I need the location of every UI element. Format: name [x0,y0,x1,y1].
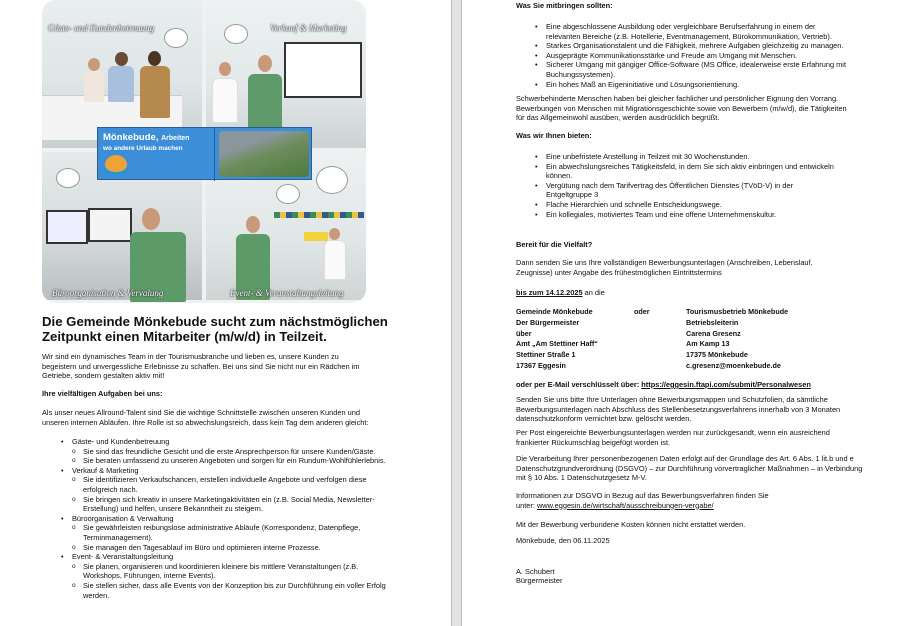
intro-paragraph: Wir sind ein dynamisches Team in der Tourismusbranche und lieben es, unsere Kunden zu begeistern und unvergessliche Erlebnisse zu schaffen. Bei uns sind Sie nicht nur ein Rädchen im Getriebe, sondern gestalten aktiv mit! [42,352,360,381]
signer-name: A. Schubert [516,567,555,576]
lightbulb-icon [224,24,248,44]
page-title: Die Gemeinde Mönkebude sucht zum nächstmöglichen Zeitpunkt einen Mitarbeiter (m/w/d) in Teilzeit. [42,314,388,344]
equality-paragraph: Schwerbehinderte Menschen haben bei gleicher fachlicher und persönlicher Eignung den Vorrang. Bewerbungen von Menschen mit Migrationsgeschichte sowie von Bewerbern (m/w/d), die Tätigkeiten für das Allgemeinwohl ausüben, werden ausdrücklich begrüßt. [516,94,847,123]
tasks-heading: Ihre vielfältigen Aufgaben bei uns: [42,389,163,398]
page-separator [451,0,462,626]
task-item: o Sie beraten umfassend zu unseren Angeboten und sorgen für ein Rundum-Wohlfühlerlebnis. [42,456,392,466]
info-paragraph: Informationen zur DSGVO in Bezug auf das Bewerbungsverfahren finden Sie unter: www.eggesin.de/wirtschaft/ausschreibungen-vergabe/ [516,491,769,510]
task-item: o Sie planen, organisieren und koordinieren kleinere bis mittlere Veranstaltungen (z.B. Workshops, Führungen, interne Events). [42,562,392,581]
task-item: o Sie identifizieren Verkaufschancen, erstellen individuelle Angebote und verfolgen diese erfolgreich nach. [42,475,392,494]
task-item: o Sie sind das freundliche Gesicht und die erste Ansprechperson für unsere Kunden/Gäste. [42,447,392,457]
offers-list [516,152,836,219]
task-category: • Event- & Veranstaltungsleitung o Sie planen, organisieren und koordinieren kleinere bis mittlere Veranstaltungen (z.B. Workshops, Führungen, interne Events). o Sie stellen sicher, dass alle Events von der Konzeption bis zur Durchführung ein voller Erfolg werden. [42,552,392,600]
offer-item: • Flache Hierarchien und schnelle Entscheidungswege. [516,200,836,210]
offer-item: • Ein kollegiales, motiviertes Team und eine offene Unternehmenskultur. [516,210,836,220]
address-tourism-office: Tourismusbetrieb Mönkebude Betriebsleiterin Carena Gresenz Am Kamp 13 17375 Mönkebude c.gresenz@moenkebude.de [686,307,886,372]
signer-role: Bürgermeister [516,576,563,585]
place-date: Mönkebude, den 06.11.2025 [516,536,610,545]
tasks-list [42,437,392,600]
tasks-intro: Als unser neues Allround-Talent sind Sie die wichtige Schnittstelle zwischen unseren Kunden und unseren internen Abläufen. Ihre Rolle ist so abwechslungsreich, dass kein Tag dem anderen gleicht: [42,408,369,427]
document-page-2 [462,0,916,626]
requirements-list [516,22,846,89]
balloons-icon [316,166,348,194]
offer-item: • Ein abwechslungsreiches Tätigkeitsfeld, in dem Sie sich aktiv einbringen und entwickeln können. [516,162,836,181]
submission-link[interactable]: https://eggesin.ftapi.com/submit/Personalwesen [641,380,811,389]
offer-heading: Was wir Ihnen bieten: [516,131,592,140]
photo-sales-marketing: Verkauf & Marketing [206,0,366,148]
task-category: • Büroorganisation & Verwaltung o Sie gewährleisten reibungslose administrative Abläufe (Korrespondenz, Datenpflege, Terminmanagement). o Sie managen den Tagesablauf im Büro und optimieren interne Prozesse. [42,514,392,552]
ready-paragraph: Dann senden Sie uns Ihre vollständigen Bewerbungsunterlagen (Anschreiben, Lebenslauf, Zeugnisse) unter Angabe des frühestmöglichen Eintrittstermins [516,258,813,277]
costs-paragraph: Mit der Bewerbung verbundene Kosten können nicht erstattet werden. [516,520,746,529]
photo-customer-service: Gäste- und Kundenbetreuung [42,0,202,148]
offer-item: • Eine unbefristete Anstellung in Teilzeit mit 30 Wochenstunden. [516,152,836,162]
address-block: Gemeinde Mönkebude Der Bürgermeister über Amt „Am Stettiner Haff“ Stettiner Straße 1 17367 Eggesin oder Tourismusbetrieb Mönkebude Betriebsleiterin Carena Gresenz Am Kamp 13 17375 Mönkebude c.gresenz@moenkebude.de [516,307,886,372]
send-paragraph: Senden Sie uns bitte Ihre Unterlagen ohne Bewerbungsmappen und Schutzfolien, da sämtliche Bewerbungsunterlagen nach Abschluss des Stellenbesetzungsverfahrens innerhalb von 3 Monaten datenschutzkonform vernichtet bzw. gelöscht werden. [516,395,841,424]
address-municipality: Gemeinde Mönkebude Der Bürgermeister über Amt „Am Stettiner Haff“ Stettiner Straße 1 17367 Eggesin [516,307,598,370]
dsgvo-paragraph: Die Verarbeitung Ihrer personenbezogenen Daten erfolgt auf der Grundlage des Art. 6 Abs. 1 lit.b und e Datenschutzgrundverordnung (DSGVO) – zur Durchführung vorvertraglicher Maßnahmen – in Verbindung mit § 10 Abs. 1 Datenschutzgesetz M-V. [516,454,863,483]
task-item: o Sie bringen sich kreativ in unsere Marketingaktivitäten ein (z.B. Social Media, Newsletter-Erstellung) und helfen, unsere Bekanntheit zu steigern. [42,495,392,514]
document-page-1 [0,0,451,626]
deadline: bis zum 14.12.2025 [516,288,583,297]
task-category: • Gäste- und Kundenbetreuung o Sie sind das freundliche Gesicht und die erste Ansprechperson für unsere Kunden/Gäste. o Sie beraten umfassend zu unseren Angeboten und sorgen für ein Rundum-Wohlfühlerlebnis. [42,437,392,466]
task-category: • Verkauf & Marketing o Sie identifizieren Verkaufschancen, erstellen individuelle Angebote und verfolgen diese erfolgreich nach. o Sie bringen sich kreativ in unsere Marketingaktivitäten ein (z.B. Social Media, Newsletter-Erstellung) und helfen, unsere Bekanntheit zu steigern. [42,466,392,514]
email-address[interactable]: c.gresenz@moenkebude.de [686,360,781,370]
aerial-photo [219,131,309,177]
requirement-item: • Sicherer Umgang mit gängiger Office-Software (MS Office, idealerweise erste Erfahrung mit Buchungssystemen). [516,60,846,79]
photo-office-administration: Büroorganisation & Vervalung [42,152,202,300]
dsgvo-info-link[interactable]: www.eggesin.de/wirtschaft/ausschreibungen-vergabe/ [536,500,714,510]
requirement-item: • Eine abgeschlossene Ausbildung oder vergleichbare Berufserfahrung in einem der relevanten Bereiche (z.B. Hotellerie, Eventmanagement, Bürokommunikation, Vertrieb). [516,22,846,41]
microphone-icon [276,184,300,204]
email-submit-line: oder per E-Mail verschlüsselt über: https://eggesin.ftapi.com/submit/Personalwesen [516,380,811,389]
requirement-item: • Ein hohes Maß an Eigeninitiative und Lösungsorientierung. [516,80,846,90]
moenkebude-logo [105,155,127,175]
handshake-icon [164,28,188,48]
requirement-item: • Starkes Organisationstalent und die Fähigkeit, mehrere Aufgaben gleichzeitig zu managen. [516,41,846,51]
requirement-item: • Ausgeprägte Kommunikationsstärke und Freude am Umgang mit Menschen. [516,51,846,61]
clock-calendar-icon [56,168,80,188]
ready-heading: Bereit für die Vielfalt? [516,240,593,249]
photo-event-management: Event- & Veranstaltungsleitung [206,152,366,300]
task-item: o Sie gewährleisten reibungslose administrative Abläufe (Korrespondenz, Datenpflege, Terminmanagement). [42,523,392,542]
header-collage-image [42,0,366,303]
post-paragraph: Per Post eingereichte Bewerbungsunterlagen werden nur zurückgesandt, wenn ein ausreichend frankierter Rückumschlag beigefügt worden ist. [516,428,830,447]
offer-item: • Vergütung nach dem Tarifvertrag des Öffentlichen Dienstes (TVöD-V) in der Entgeltgruppe 3 [516,181,836,200]
task-item: o Sie stellen sicher, dass alle Events von der Konzeption bis zur Durchführung ein voller Erfolg werden. [42,581,392,600]
task-item: o Sie managen den Tagesablauf im Büro und optimieren interne Prozesse. [42,543,392,553]
deadline-line: bis zum 14.12.2025 an die [516,288,605,297]
requirements-heading: Was Sie mitbringen sollten: [516,1,613,10]
moenkebude-banner: Mönkebude, Arbeiten wo andere Urlaub machen [97,127,312,180]
